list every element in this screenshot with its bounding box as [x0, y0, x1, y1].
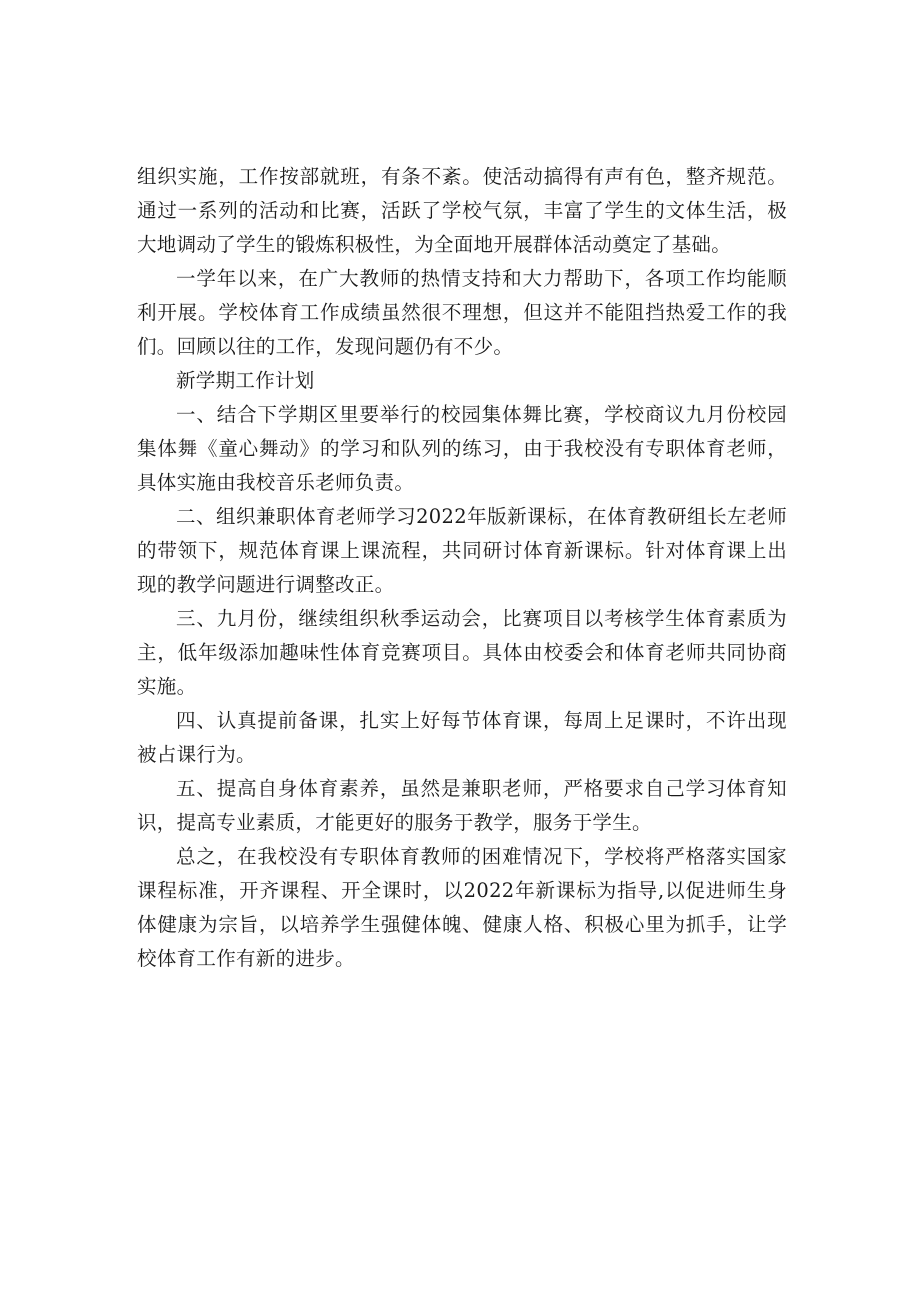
section-heading-new-term-plan: 新学期工作计划: [176, 369, 315, 392]
plan-item-5: 五、提高自身体育素养，虽然是兼职老师，严格要求自己学习体育知识，提高专业素质，才能更好的服务于教学，服务于学生。: [137, 777, 787, 834]
conclusion-paragraph: 总之，在我校没有专职体育教师的困难情况下，学校将严格落实国家课程标准，开齐课程、开全课时，以2022年新课标为指导,以促进师生身体健康为宗旨，以培养学生强健体魄、健康人格、积极心里为抓手，让学校体育工作有新的进步。: [137, 845, 787, 970]
plan-item-4: 四、认真提前备课，扎实上好每节体育课，每周上足课时，不许出现被占课行为。: [137, 709, 787, 766]
plan-item-3: 三、九月份，继续组织秋季运动会，比赛项目以考核学生体育素质为主，低年级添加趣味性体育竞赛项目。具体由校委会和体育老师共同协商实施。: [137, 607, 787, 698]
paragraph-1: 组织实施，工作按部就班，有条不紊。使活动搞得有声有色，整齐规范。通过一系列的活动和比赛，活跃了学校气氛，丰富了学生的文体生活，极大地调动了学生的锻炼积极性，为全面地开展群体活动奠定了基础。: [137, 165, 787, 256]
plan-item-2: 二、组织兼职体育老师学习2022年版新课标，在体育教研组长左老师的带领下，规范体育课上课流程，共同研讨体育新课标。针对体育课上出现的教学问题进行调整改正。: [137, 505, 787, 596]
plan-item-1: 一、结合下学期区里要举行的校园集体舞比赛，学校商议九月份校园集体舞《童心舞动》的学习和队列的练习，由于我校没有专职体育老师，具体实施由我校音乐老师负责。: [137, 403, 787, 494]
paragraph-2: 一学年以来，在广大教师的热情支持和大力帮助下，各项工作均能顺利开展。学校体育工作成绩虽然很不理想，但这并不能阻挡热爱工作的我们。回顾以往的工作，发现问题仍有不少。: [137, 267, 787, 358]
document-body: [137, 160, 787, 976]
